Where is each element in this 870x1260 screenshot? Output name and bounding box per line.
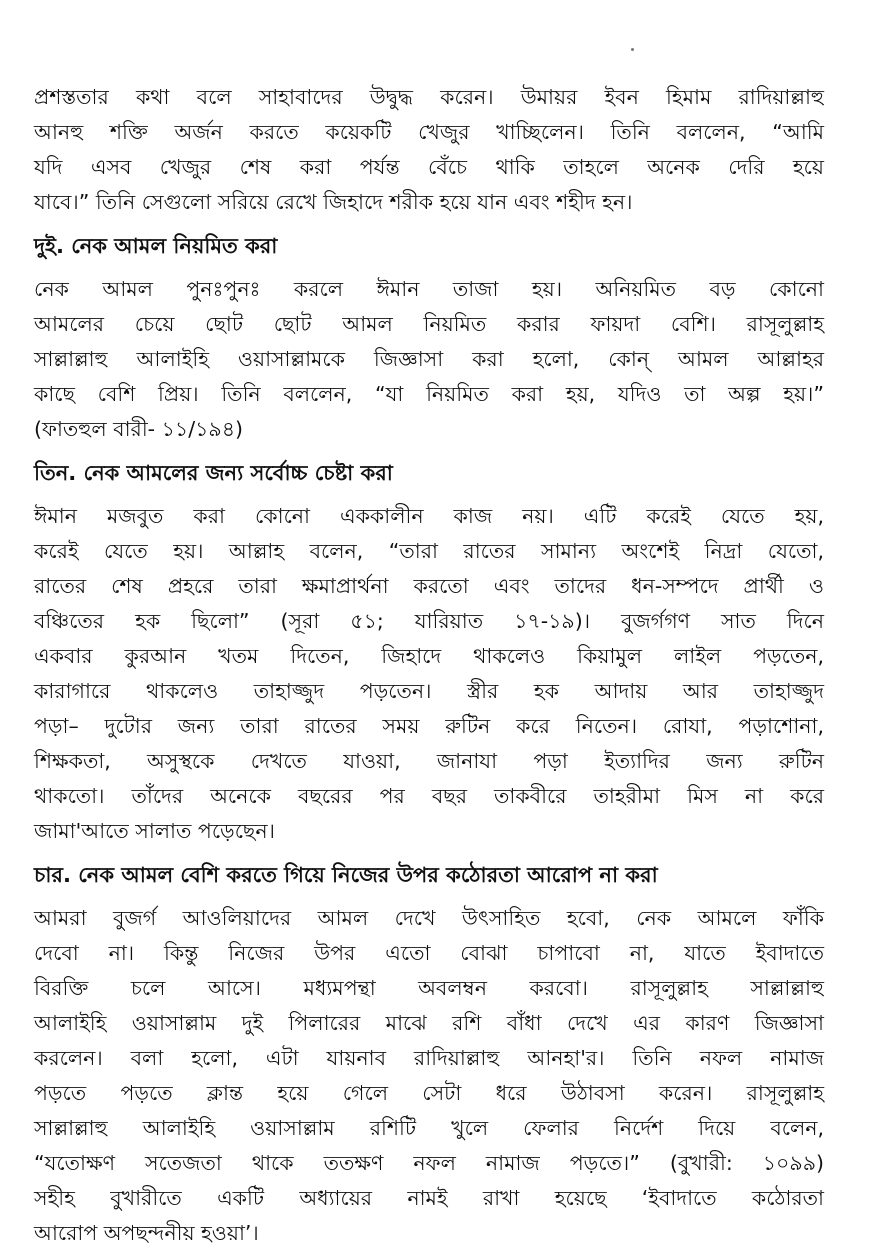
text-line: পড়া– দুটোর জন্য তারা রাতের সময় রুটিন করে নিতেন। রোযা, পড়াশোনা,	[34, 714, 824, 738]
text-line: প্রশস্ততার কথা বলে সাহাবাদের উদ্বুদ্ধ করেন। উমায়র ইবন হিমাম রাদিয়াল্লাহু	[34, 85, 824, 109]
text-line: বিরক্তি চলে আসে। মধ্যমপন্থা অবলম্বন করবো। রাসূলুল্লাহ সাল্লাল্লাহু	[34, 976, 824, 1000]
scan-speck	[631, 48, 634, 51]
section-heading-four: চার. নেক আমল বেশি করতে গিয়ে নিজের উপর কঠোরতা আরোপ না করা	[34, 863, 658, 887]
paragraph-utmost-effort	[34, 499, 824, 849]
text-line: শিক্ষকতা, অসুস্থকে দেখতে যাওয়া, জানাযা পড়া ইত্যাদির জন্য রুটিন	[34, 749, 824, 773]
text-line: করলেন। বলা হলো, এটা যায়নাব রাদিয়াল্লাহু আনহা'র। তিনি নফল নামাজ	[34, 1046, 824, 1070]
section-heading-three: তিন. নেক আমলের জন্য সর্বোচ্চ চেষ্টা করা	[34, 461, 393, 485]
text-line: একবার কুরআন খতম দিতেন, জিহাদে থাকলেও কিয়ামুল লাইল পড়তেন,	[34, 644, 824, 668]
text-line: বঞ্চিতের হক ছিলো” (সূরা ৫১; যারিয়াত ১৭-১৯)। বুজর্গগণ সাত দিনে	[34, 609, 824, 633]
text-line: সাল্লাল্লাহু আলাইহি ওয়াসাল্লাম রশিটি খুলে ফেলার নির্দেশ দিয়ে বলেন,	[34, 1116, 824, 1140]
text-line: জামা'আতে সালাত পড়েছেন।	[34, 819, 275, 843]
text-line: করেই যেতে হয়। আল্লাহ বলেন, “তারা রাতের সামান্য অংশেই নিদ্রা যেতো,	[34, 539, 824, 563]
text-line: (ফাতহুল বারী- ১১/১৯৪)	[34, 417, 244, 441]
paragraph-umayr-story	[34, 80, 824, 220]
text-line: ঈমান মজবুত করা কোনো এককালীন কাজ নয়। এটি করেই যেতে হয়,	[34, 504, 824, 528]
text-line: আরোপ অপছন্দনীয় হওয়া’।	[34, 1221, 259, 1245]
text-line: যদি এসব খেজুর শেষ করা পর্যন্ত বেঁচে থাকি তাহলে অনেক দেরি হয়ে	[34, 155, 824, 179]
text-line: “যতোক্ষণ সতেজতা থাকে ততক্ষণ নফল নামাজ পড়তে।” (বুখারী: ১০৯৯)	[34, 1151, 824, 1175]
section-heading-two: দুই. নেক আমল নিয়মিত করা	[34, 234, 278, 258]
text-line: সাল্লাল্লাহু আলাইহি ওয়াসাল্লামকে জিজ্ঞাসা করা হলো, কোন্ আমল আল্লাহর	[34, 347, 824, 371]
text-line: যাবে।” তিনি সেগুলো সরিয়ে রেখে জিহাদে শরীক হয়ে যান এবং শহীদ হন।	[34, 190, 633, 214]
text-line: আমলের চেয়ে ছোট ছোট আমল নিয়মিত করার ফায়দা বেশি। রাসূলুল্লাহ	[34, 312, 824, 336]
paragraph-regular-deeds	[34, 272, 824, 447]
text-line: থাকতো। তাঁদের অনেকে বছরের পর বছর তাকবীরে তাহরীমা মিস না করে	[34, 784, 824, 808]
text-line: সহীহ বুখারীতে একটি অধ্যায়ের নামই রাখা হয়েছে ‘ইবাদাতে কঠোরতা	[34, 1186, 824, 1210]
text-line: নেক আমল পুনঃপুনঃ করলে ঈমান তাজা হয়। অনিয়মিত বড় কোনো	[34, 277, 824, 301]
book-page	[34, 80, 824, 1251]
paragraph-moderation	[34, 901, 824, 1251]
text-line: আনহু শক্তি অর্জন করতে কয়েকটি খেজুর খাচ্ছিলেন। তিনি বললেন, “আমি	[34, 120, 824, 144]
text-line: আমরা বুজর্গ আওলিয়াদের আমল দেখে উৎসাহিত হবো, নেক আমলে ফাঁকি	[34, 906, 824, 930]
text-line: কারাগারে থাকলেও তাহাজ্জুদ পড়তেন। স্ত্রীর হক আদায় আর তাহাজ্জুদ	[34, 679, 824, 703]
text-line: পড়তে পড়তে ক্লান্ত হয়ে গেলে সেটা ধরে উঠাবসা করেন। রাসূলুল্লাহ	[34, 1081, 824, 1105]
text-line: কাছে বেশি প্রিয়। তিনি বললেন, “যা নিয়মিত করা হয়, যদিও তা অল্প হয়।”	[34, 382, 824, 406]
text-line: রাতের শেষ প্রহরে তারা ক্ষমাপ্রার্থনা করতো এবং তাদের ধন-সম্পদে প্রার্থী ও	[34, 574, 824, 598]
text-line: দেবো না। কিন্তু নিজের উপর এতো বোঝা চাপাবো না, যাতে ইবাদাতে	[34, 941, 824, 965]
text-line: আলাইহি ওয়াসাল্লাম দুই পিলারের মাঝে রশি বাঁধা দেখে এর কারণ জিজ্ঞাসা	[34, 1011, 824, 1035]
